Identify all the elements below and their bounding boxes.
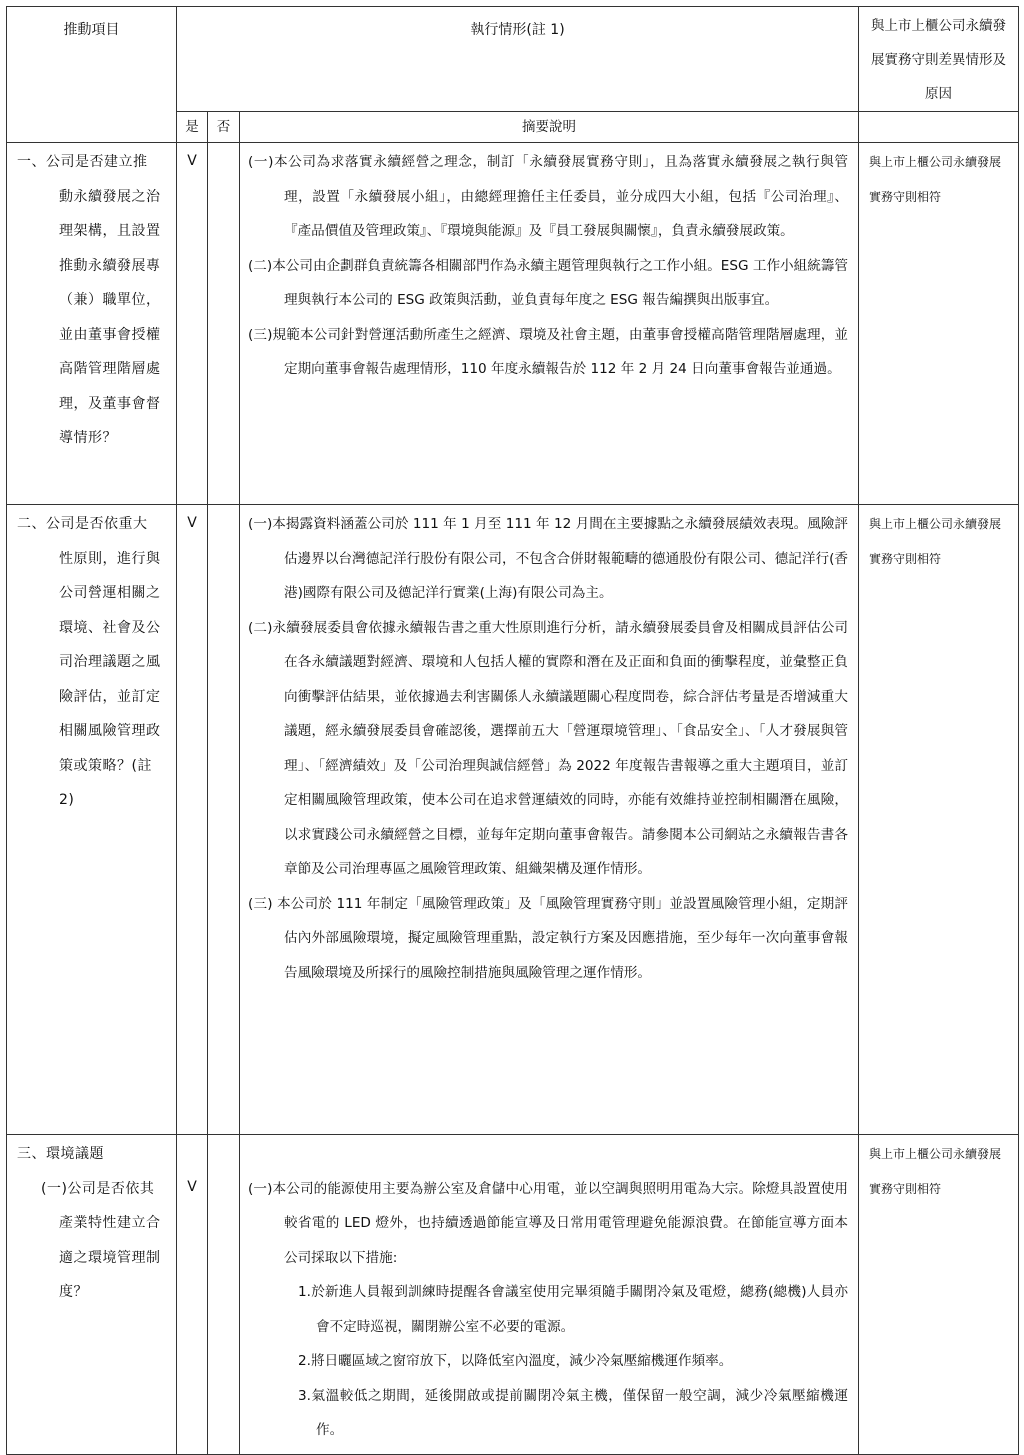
row-item-first: 二、公司是否依重大 — [17, 516, 148, 532]
summary-paragraph: (一)本公司為求落實永續經營之理念，制訂「永續發展實務守則」，且為落實永續發展之執行與管理，設置「永續發展小組」，由總經理擔任主任委員，並分成四大小組，包括『公司治理』、『產品價值及管理政策』、『環境與能源』及『員工發展與關懷』，負責永續發展政策。 — [248, 154, 849, 239]
header-execution: 執行情形(註 1) — [177, 7, 859, 112]
row-summary — [240, 1135, 859, 1455]
summary-paragraph: (一)本公司的能源使用主要為辦公室及倉儲中心用電，並以空調與照明用電為大宗。除燈具設置使用較省電的 LED 燈外，也持續透過節能宣導及日常用電管理避免能源浪費。在節能宣導方面本公司採取以下措施: — [248, 1180, 849, 1266]
table-row — [7, 1135, 1019, 1455]
summary-paragraph: (三) 本公司於 111 年制定「風險管理政策」及「風險管理實務守則」並設置風險管理小組，定期評估內外部風險環境，擬定風險管理重點，設定執行方案及因應措施，至少每年一次向董事會報告風險環境及所採行的風險控制措施與風險管理之運作情形。 — [248, 895, 849, 981]
summary-subitem: 3.氣溫較低之期間，延後開啟或提前關閉冷氣主機，僅保留一般空調，減少冷氣壓縮機運作。 — [298, 1387, 849, 1438]
summary-paragraph: (二)本公司由企劃群負責統籌各相關部門作為永續主題管理與執行之工作小組。ESG 工作小組統籌管理與執行本公司的 ESG 政策與活動，並負責每年度之 ESG 報告編撰與出版事宜。 — [248, 257, 849, 308]
header-no: 否 — [208, 112, 240, 143]
row-yes: V — [177, 143, 208, 505]
row-summary — [240, 505, 859, 1135]
row-no — [208, 143, 240, 505]
row-summary — [240, 143, 859, 505]
sustainability-table — [6, 6, 1019, 1455]
row-yes: V — [177, 1135, 208, 1455]
header-blank — [859, 112, 1019, 143]
row-item — [7, 1135, 177, 1455]
table-row — [7, 143, 1019, 505]
row-item-sub: (一)公司是否依其 — [41, 1180, 155, 1197]
row-difference: 與上市上櫃公司永續發展實務守則相符 — [859, 505, 1019, 1135]
summary-subitem: 1.於新進人員報到訓練時提醒各會議室使用完畢須隨手關閉冷氣及電燈，總務(總機)人員亦會不定時巡視，關閉辦公室不必要的電源。 — [298, 1284, 849, 1335]
summary-spacer — [248, 1137, 848, 1172]
header-difference: 與上市上櫃公司永續發展實務守則差異情形及原因 — [859, 7, 1019, 112]
row-yes: V — [177, 505, 208, 1135]
header-yes: 是 — [177, 112, 208, 143]
summary-paragraph: (二)永續發展委員會依據永續報告書之重大性原則進行分析，請永續發展委員會及相關成員評估公司在各永續議題對經濟、環境和人包括人權的實際和潛在及正面和負面的衝擊程度，並彙整正負向衝擊評估結果，並依據過去利害關係人永續議題關心程度問卷，綜合評估考量是否增減重大議題，經永續發展委員會確認後，選擇前五大「營運環境管理」、「食品安全」、「人才發展與管理」、「經濟績效」及「公司治理與誠信經營」為 2022 年度報告書報導之重大主題項目，並訂定相關風險管理政策，使本公司在追求營運績效的同時，亦能有效維持並控制相關潛在風險，以求實踐公司永續經營之目標，並每年定期向董事會報告。請參閱本公司網站之永續報告書各章節及公司治理專區之風險管理政策、組織架構及運作情形。 — [248, 619, 849, 877]
row-item — [7, 143, 177, 505]
header-item: 推動項目 — [7, 7, 177, 143]
row-no — [208, 505, 240, 1135]
summary-subitem: 2.將日曬區域之窗帘放下，以降低室內溫度，減少冷氣壓縮機運作頻率。 — [298, 1353, 733, 1369]
row-item-rest: 產業特性建立合適之環境管理制度？ — [59, 1215, 161, 1300]
row-no — [208, 1135, 240, 1455]
row-item-rest: 動永續發展之治理架構，且設置推動永續發展專（兼）職單位，並由董事會授權高階管理階層處理，及董事會督導情形？ — [59, 188, 161, 446]
row-difference: 與上市上櫃公司永續發展實務守則相符 — [859, 143, 1019, 505]
row-item-first: 一、公司是否建立推 — [17, 154, 148, 170]
row-item-first: 三、環境議題 — [17, 1146, 104, 1162]
summary-paragraph: (三)規範本公司針對營運活動所產生之經濟、環境及社會主題，由董事會授權高階管理階層處理，並定期向董事會報告處理情形，110 年度永續報告於 112 年 2 月 24 日向董事會報告並通過。 — [248, 326, 849, 377]
summary-paragraph: (一)本揭露資料涵蓋公司於 111 年 1 月至 111 年 12 月間在主要據點之永續發展績效表現。風險評估邊界以台灣德記洋行股份有限公司，不包含合併財報範疇的德通股份有限公司、德記洋行(香港)國際有限公司及德記洋行實業(上海)有限公司為主。 — [248, 516, 849, 601]
table-row — [7, 505, 1019, 1135]
row-item — [7, 505, 177, 1135]
row-item-rest: 性原則，進行與公司營運相關之環境、社會及公司治理議題之風險評估，並訂定相關風險管理政策或策略？(註 2) — [59, 550, 161, 808]
header-summary: 摘要說明 — [240, 112, 859, 143]
row-difference: 與上市上櫃公司永續發展實務守則相符 — [859, 1135, 1019, 1455]
